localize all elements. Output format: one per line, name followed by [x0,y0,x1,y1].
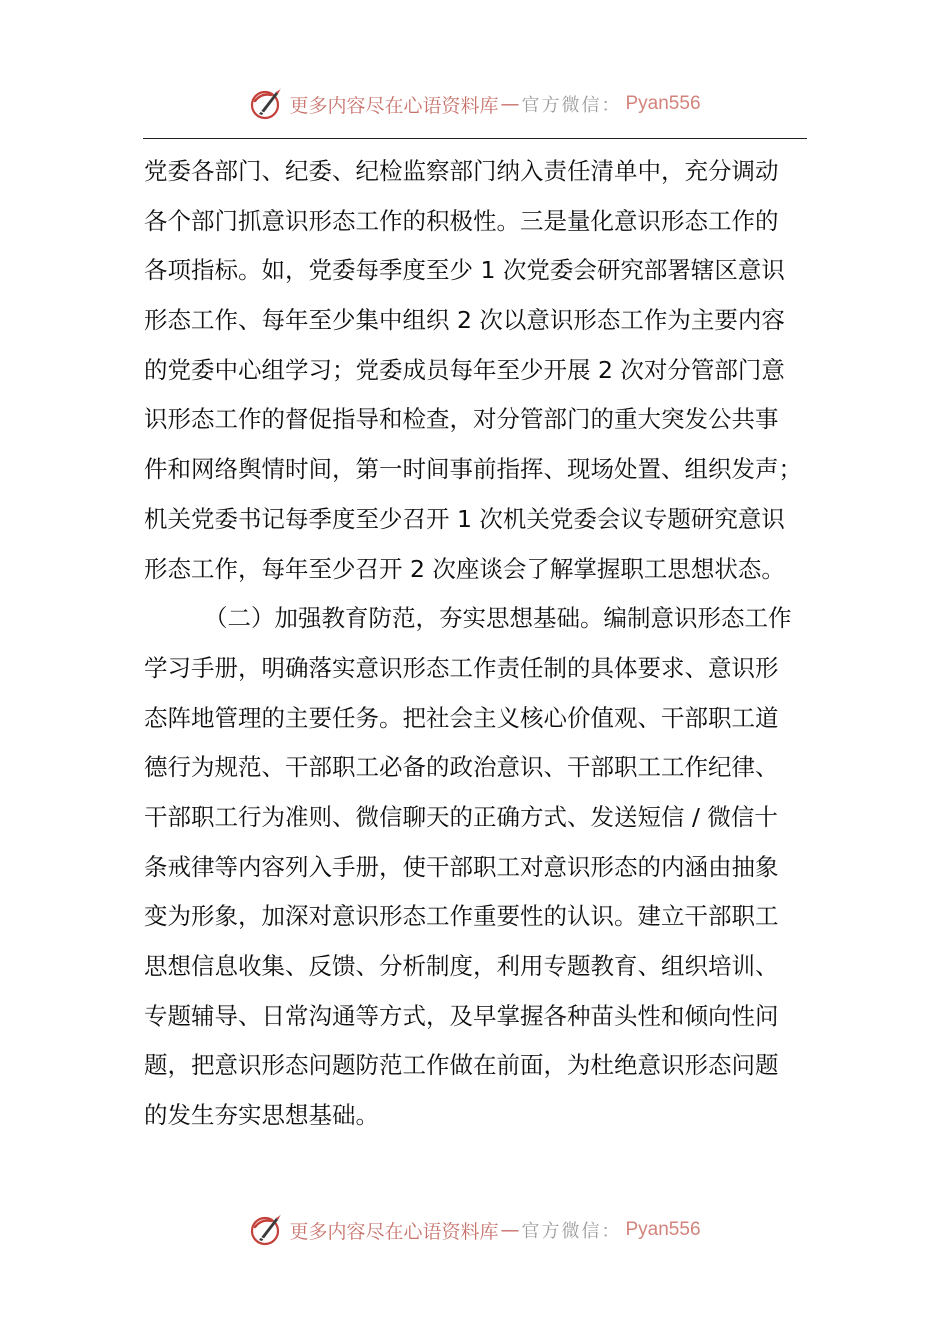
watermark-wechat-id: Pyan556 [625,93,701,114]
watermark-dash: — [500,93,520,115]
footer-watermark [0,1210,950,1250]
body-line: 件和网络舆情时间，第一时间事前指挥、现场处置、组织发声； [144,455,802,484]
body-line: 识形态工作的督促指导和检查，对分管部门的重大突发公共事 [144,405,779,434]
body-line: 题，把意识形态问题防范工作做在前面，为杜绝意识形态问题 [144,1051,779,1080]
watermark-main-text: 更多内容尽在心语资料库 [289,1220,499,1243]
body-line: 干部职工行为准则、微信聊天的正确方式、发送短信 / 微信十 [144,802,778,831]
watermark-wechat-label: 官方微信： [521,1221,622,1242]
body-line: 专题辅导、日常沟通等方式，及早掌握各种苗头性和倾向性问 [144,1001,779,1030]
body-line: 思想信息收集、反馈、分析制度，利用专题教育、组织培训、 [144,952,779,980]
body-line: 态阵地管理的主要任务。把社会主义核心价值观、干部职工道 [144,703,779,732]
header-divider [143,138,807,139]
watermark-wechat-label: 官方微信： [521,95,622,116]
body-line: 德行为规范、干部职工必备的政治意识、干部职工工作纪律、 [144,753,779,782]
body-line: 的发生夯实思想基础。 [144,1101,379,1130]
watermark-wechat-id: Pyan556 [625,1219,701,1240]
body-line: 条戒律等内容列入手册，使干部职工对意识形态的内涵由抽象 [144,852,779,881]
body-line: 的党委中心组学习；党委成员每年至少开展 2 次对分管部门意 [144,355,785,384]
body-line: 学习手册，明确落实意识形态工作责任制的具体要求、意识形 [144,653,779,682]
watermark-main-text: 更多内容尽在心语资料库 [289,94,499,117]
watermark-dash: — [500,1219,520,1241]
quill-logo-icon [249,1213,283,1247]
body-line: 各个部门抓意识形态工作的积极性。三是量化意识形态工作的 [144,206,779,235]
body-line: 形态工作，每年至少召开 2 次座谈会了解掌握职工思想状态。 [144,554,785,583]
body-line: 形态工作、每年至少集中组织 2 次以意识形态工作为主要内容 [144,306,785,335]
section-heading-line: （二）加强教育防范，夯实思想基础。编制意识形态工作 [204,604,792,633]
body-line: 机关党委书记每季度至少召开 1 次机关党委会议专题研究意识 [144,504,785,533]
body-line: 党委各部门、纪委、纪检监察部门纳入责任清单中，充分调动 [144,157,779,185]
quill-logo-icon [249,87,283,121]
header-watermark [0,84,950,124]
document-body [144,147,804,1141]
body-line: 变为形象，加深对意识形态工作重要性的认识。建立干部职工 [144,902,779,931]
body-line: 各项指标。如，党委每季度至少 1 次党委会研究部署辖区意识 [144,256,785,285]
